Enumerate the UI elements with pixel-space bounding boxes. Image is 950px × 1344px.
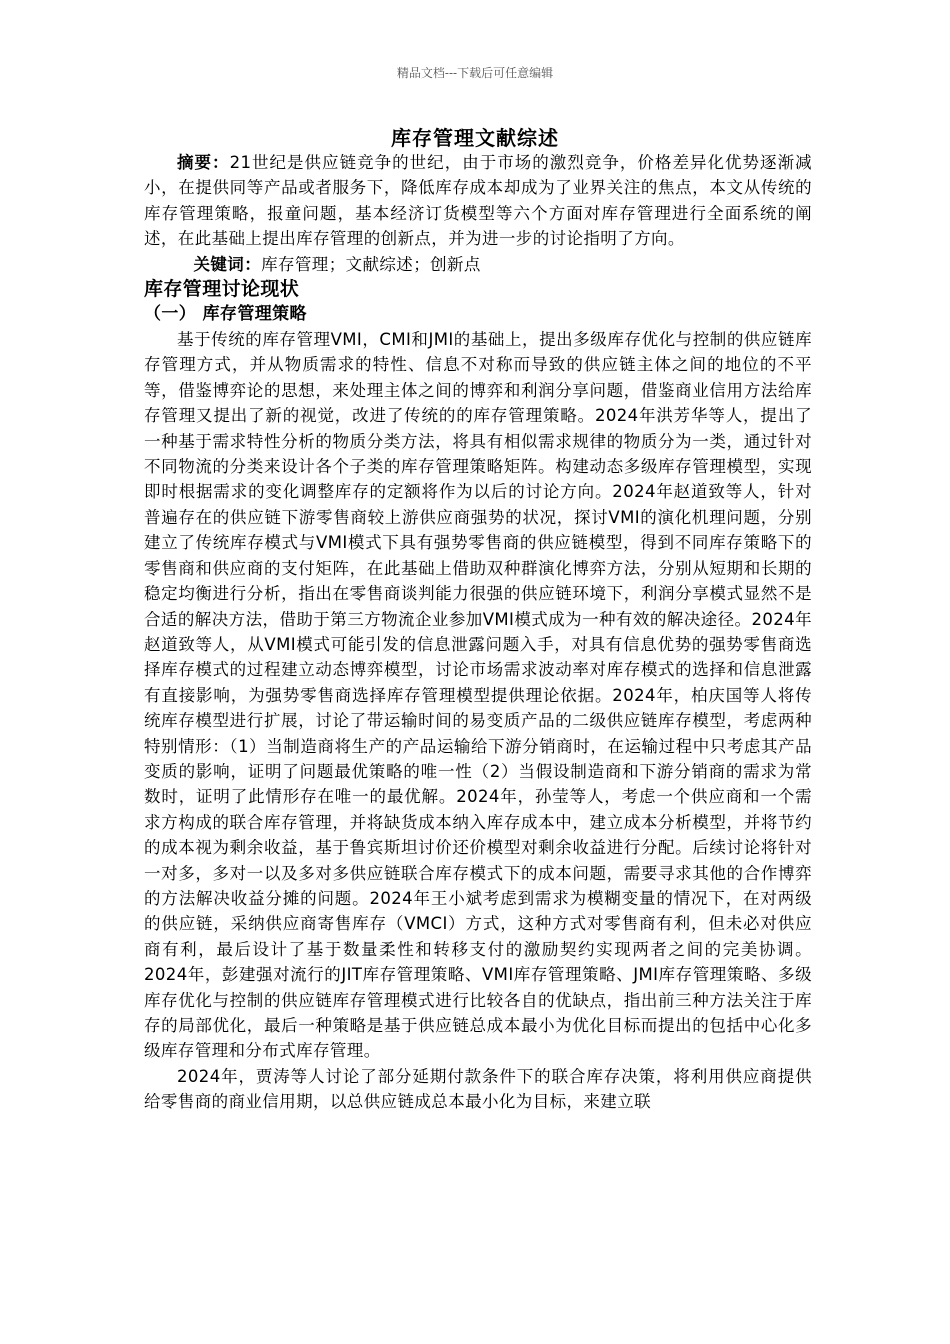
abstract-text: 21世纪是供应链竞争的世纪，由于市场的激烈竞争，价格差异化优势逐渐减小，在提供同等产品或者服务下，降低库存成本却成为了业界关注的焦点，本文从传统的库存管理策略，报童问题，基本经济订货模型等六个方面对库存管理进行全面系统的阐述，在此基础上提出库存管理的创新点，并为进一步的讨论指明了方向。: [144, 153, 812, 249]
abstract-paragraph: [144, 150, 812, 252]
keywords-text: 库存管理；文献综述；创新点: [261, 254, 481, 274]
abstract-label: 摘要：: [177, 153, 230, 172]
body-paragraph: 基于传统的库存管理VMI，CMI和JMI的基础上，提出多级库存优化与控制的供应链库存管理方式，并从物质需求的特性、信息不对称而导致的供应链主体之间的地位的不平等，借鉴博弈论的思想，来处理主体之间的博弈和利润分享问题，借鉴商业信用方法给库存管理又提出了新的视觉，改进了传统的的库存管理策略。2024年洪芳华等人，提出了一种基于需求特性分析的物质分类方法，将具有相似需求规律的物质分为一类，通过针对不同物流的分类来设计各个子类的库存管理策略矩阵。构建动态多级库存管理模型，实现即时根据需求的变化调整库存的定额将作为以后的讨论方向。2024年赵道致等人，针对普遍存在的供应链下游零售商较上游供应商强势的状况，探讨VMI的演化机理问题，分别建立了传统库存模式与VMI模式下具有强势零售商的供应链模型，得到不同库存策略下的零售商和供应商的支付矩阵，在此基础上借助双种群演化博弈方法，分别从短期和长期的稳定均衡进行分析，指出在零售商谈判能力很强的供应链环境下，利润分享模式显然不是合适的解决方法，借助于第三方物流企业参加VMI模式成为一种有效的解决途径。2024年赵道致等人，从VMI模式可能引发的信息泄露问题入手，对具有信息优势的强势零售商选择库存模式的过程建立动态博弈模型，讨论市场需求波动率对库存模式的选择和信息泄露有直接影响，为强势零售商选择库存管理模型提供理论依据。2024年，柏庆国等人将传统库存模型进行扩展，讨论了带运输时间的易变质产品的二级供应链库存模型，考虑两种特别情形：（1）当制造商将生产的产品运输给下游分销商时，在运输过程中只考虑其产品变质的影响，证明了问题最优策略的唯一性（2）当假设制造商和下游分销商的需求为常数时，证明了此情形存在唯一的最优解。2024年，孙莹等人，考虑一个供应商和一个需求方构成的联合库存管理，并将缺货成本纳入库存成本中，建立成本分析模型，并将节约的成本视为剩余收益，基于鲁宾斯坦讨价还价模型对剩余收益进行分配。后续讨论将针对一对多，多对一以及多对多供应链联合库存模式下的成本问题，需要寻求其他的合作博弈的方法解决收益分摊的问题。2024年王小斌考虑到需求为模糊变量的情况下，在对两级的供应链，采纳供应商寄售库存（VMCI）方式，这种方式对零售商有利，但未必对供应商有利，最后设计了基于数量柔性和转移支付的激励契约实现两者之间的完美协调。2024年，彭建强对流行的JIT库存管理策略、VMI库存管理策略、JMI库存管理策略、多级库存优化与控制的供应链库存管理模式进行比较各自的优缺点，指出前三种方法关注于库存的局部优化，最后一种策略是基于供应链总成本最小为优化目标而提出的包括中心化多级库存管理和分布式库存管理。: [144, 330, 812, 1061]
keywords-label: 关键词：: [193, 254, 262, 274]
document-body: [144, 150, 812, 1115]
section-heading: 库存管理讨论现状: [144, 278, 300, 301]
header-note: 精品文档---下载后可任意编辑: [396, 66, 554, 80]
document-title: 库存管理文献综述: [391, 126, 559, 150]
body-paragraph: 2024年，贾涛等人讨论了部分延期付款条件下的联合库存决策，将利用供应商提供给零售商的商业信用期，以总供应链成总本最小化为目标，来建立联: [144, 1066, 812, 1112]
subsection-heading: （一） 库存管理策略: [144, 304, 307, 325]
keywords-paragraph: [144, 252, 812, 277]
